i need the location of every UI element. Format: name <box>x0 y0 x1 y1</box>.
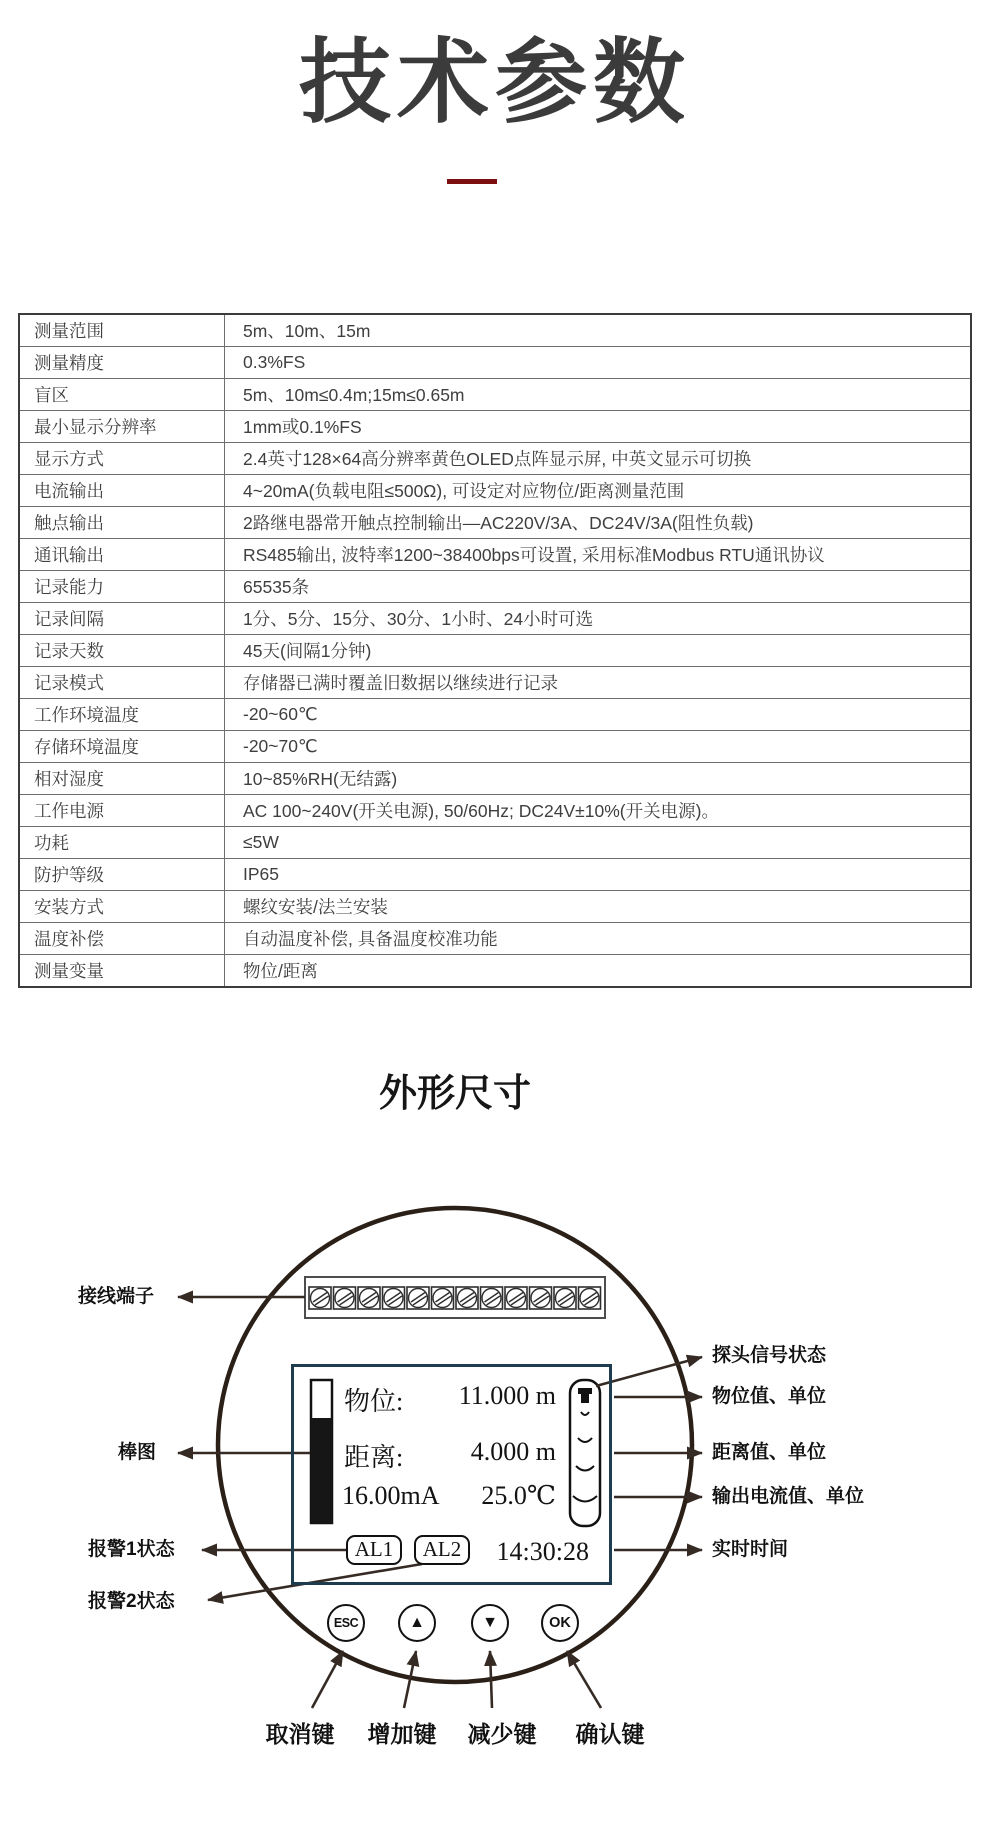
spec-value: 2.4英寸128×64高分辨率黄色OLED点阵显示屏, 中英文显示可切换 <box>225 443 972 475</box>
spec-label: 通讯输出 <box>19 539 225 571</box>
ok-button[interactable]: OK <box>541 1604 579 1642</box>
table-row <box>19 667 971 699</box>
cancel-key-callout-line <box>312 1651 343 1708</box>
spec-label: 工作环境温度 <box>19 699 225 731</box>
terminal-screw-icon <box>530 1287 552 1309</box>
terminal-screw-icon <box>554 1287 576 1309</box>
spec-value: 5m、10m≤0.4m;15m≤0.65m <box>225 379 972 411</box>
table-row <box>19 923 971 955</box>
terminal-screw-icon <box>334 1287 356 1309</box>
lcd-current-value: 16.00mA <box>342 1481 440 1510</box>
terminal-screw-icon <box>456 1287 478 1309</box>
callout-realtime-label: 实时时间 <box>712 1539 789 1560</box>
table-row <box>19 443 971 475</box>
confirm-key-label: 确认键 <box>575 1721 645 1747</box>
table-row <box>19 763 971 795</box>
spec-value: 4~20mA(负载电阻≤500Ω), 可设定对应物位/距离测量范围 <box>225 475 972 507</box>
table-row <box>19 827 971 859</box>
callout-distance-label: 距离值、单位 <box>712 1442 827 1463</box>
callout-level-label: 物位值、单位 <box>712 1386 827 1407</box>
terminal-screw-icon <box>309 1287 331 1309</box>
spec-value: 存储器已满时覆盖旧数据以继续进行记录 <box>225 667 972 699</box>
spec-value: IP65 <box>225 859 972 891</box>
spec-label: 测量精度 <box>19 347 225 379</box>
up-arrow-icon: ▲ <box>409 1614 425 1631</box>
callout-current-label: 输出电流值、单位 <box>712 1486 865 1507</box>
table-row <box>19 699 971 731</box>
spec-table <box>18 313 972 988</box>
callout-probe-signal-label: 探头信号状态 <box>712 1345 827 1366</box>
spec-label: 工作电源 <box>19 795 225 827</box>
lcd-level-line <box>344 1381 556 1418</box>
spec-label: 显示方式 <box>19 443 225 475</box>
increase-key-label: 增加键 <box>367 1721 437 1747</box>
spec-value: 自动温度补偿, 具备温度校准功能 <box>225 923 972 955</box>
spec-value: 2路继电器常开触点控制输出—AC220V/3A、DC24V/3A(阻性负载) <box>225 507 972 539</box>
spec-label: 温度补偿 <box>19 923 225 955</box>
spec-value: 螺纹安装/法兰安装 <box>225 891 972 923</box>
spec-value: ≤5W <box>225 827 972 859</box>
table-row <box>19 314 971 347</box>
table-row <box>19 795 971 827</box>
decrease-key-label: 减少键 <box>467 1721 537 1747</box>
spec-value: 1分、5分、15分、30分、1小时、24小时可选 <box>225 603 972 635</box>
terminal-screw-icon <box>481 1287 503 1309</box>
terminal-screw-icon <box>383 1287 405 1309</box>
spec-label: 测量变量 <box>19 955 225 988</box>
terminal-screw-icon <box>579 1287 601 1309</box>
section-title: 外形尺寸 <box>378 1073 531 1115</box>
spec-label: 盲区 <box>19 379 225 411</box>
spec-value: -20~70℃ <box>225 731 972 763</box>
lcd-time: 14:30:28 <box>496 1537 589 1566</box>
table-row <box>19 891 971 923</box>
terminal-block <box>305 1277 605 1318</box>
spec-value: 45天(间隔1分钟) <box>225 635 972 667</box>
spec-value: 1mm或0.1%FS <box>225 411 972 443</box>
alarm1-badge: AL1 <box>346 1535 402 1565</box>
table-row <box>19 635 971 667</box>
table-row <box>19 411 971 443</box>
lcd-distance-line <box>344 1437 556 1474</box>
decrease-key-callout-line <box>490 1651 492 1708</box>
spec-value: RS485输出, 波特率1200~38400bps可设置, 采用标准Modbus RTU通讯协议 <box>225 539 972 571</box>
callout-alarm2-label: 报警2状态 <box>88 1591 175 1612</box>
spec-label: 防护等级 <box>19 859 225 891</box>
terminal-screw-icon <box>358 1287 380 1309</box>
table-row <box>19 379 971 411</box>
spec-label: 安装方式 <box>19 891 225 923</box>
terminal-screw-icon <box>432 1287 454 1309</box>
callout-terminal-label: 接线端子 <box>78 1286 155 1307</box>
lcd-distance-label: 距离: <box>344 1443 404 1472</box>
terminal-screw-icon <box>505 1287 527 1309</box>
table-row <box>19 539 971 571</box>
spec-label: 测量范围 <box>19 314 225 347</box>
table-row <box>19 955 971 988</box>
spec-label: 记录模式 <box>19 667 225 699</box>
lcd-display <box>291 1364 612 1585</box>
esc-button[interactable]: ESC <box>327 1604 365 1642</box>
spec-label: 记录间隔 <box>19 603 225 635</box>
spec-value: 5m、10m、15m <box>225 314 972 347</box>
lcd-distance-value: 4.000 m <box>470 1437 556 1466</box>
down-arrow-icon: ▼ <box>482 1614 498 1631</box>
alarm2-badge: AL2 <box>414 1535 470 1565</box>
spec-value: AC 100~240V(开关电源), 50/60Hz; DC24V±10%(开关电源)。 <box>225 795 972 827</box>
cancel-key-label: 取消键 <box>265 1721 335 1747</box>
lcd-temperature-value: 25.0℃ <box>481 1481 556 1510</box>
spec-label: 记录天数 <box>19 635 225 667</box>
terminal-screw-icon <box>407 1287 429 1309</box>
table-row <box>19 571 971 603</box>
table-row <box>19 859 971 891</box>
outline-diagram-section <box>0 1040 990 1832</box>
confirm-key-callout-line <box>567 1651 601 1708</box>
table-row <box>19 507 971 539</box>
callout-alarm1-label: 报警1状态 <box>88 1539 175 1560</box>
up-button[interactable] <box>398 1604 436 1642</box>
lcd-level-label: 物位: <box>344 1387 404 1416</box>
spec-label: 电流输出 <box>19 475 225 507</box>
spec-value: -20~60℃ <box>225 699 972 731</box>
table-row <box>19 347 971 379</box>
callout-bar-graph-label: 棒图 <box>118 1442 157 1463</box>
spec-label: 最小显示分辨率 <box>19 411 225 443</box>
spec-label: 存储环境温度 <box>19 731 225 763</box>
spec-label: 相对湿度 <box>19 763 225 795</box>
spec-label: 记录能力 <box>19 571 225 603</box>
table-row <box>19 475 971 507</box>
spec-value: 65535条 <box>225 571 972 603</box>
spec-value: 10~85%RH(无结露) <box>225 763 972 795</box>
spec-label: 功耗 <box>19 827 225 859</box>
down-button[interactable] <box>471 1604 509 1642</box>
table-row <box>19 603 971 635</box>
spec-label: 触点输出 <box>19 507 225 539</box>
lcd-level-value: 11.000 m <box>458 1381 556 1410</box>
lcd-current-temp-line <box>342 1481 556 1511</box>
spec-value: 0.3%FS <box>225 347 972 379</box>
table-row <box>19 731 971 763</box>
page-title: 技术参数 <box>298 32 691 134</box>
spec-value: 物位/距离 <box>225 955 972 988</box>
title-accent-dash <box>447 179 497 184</box>
